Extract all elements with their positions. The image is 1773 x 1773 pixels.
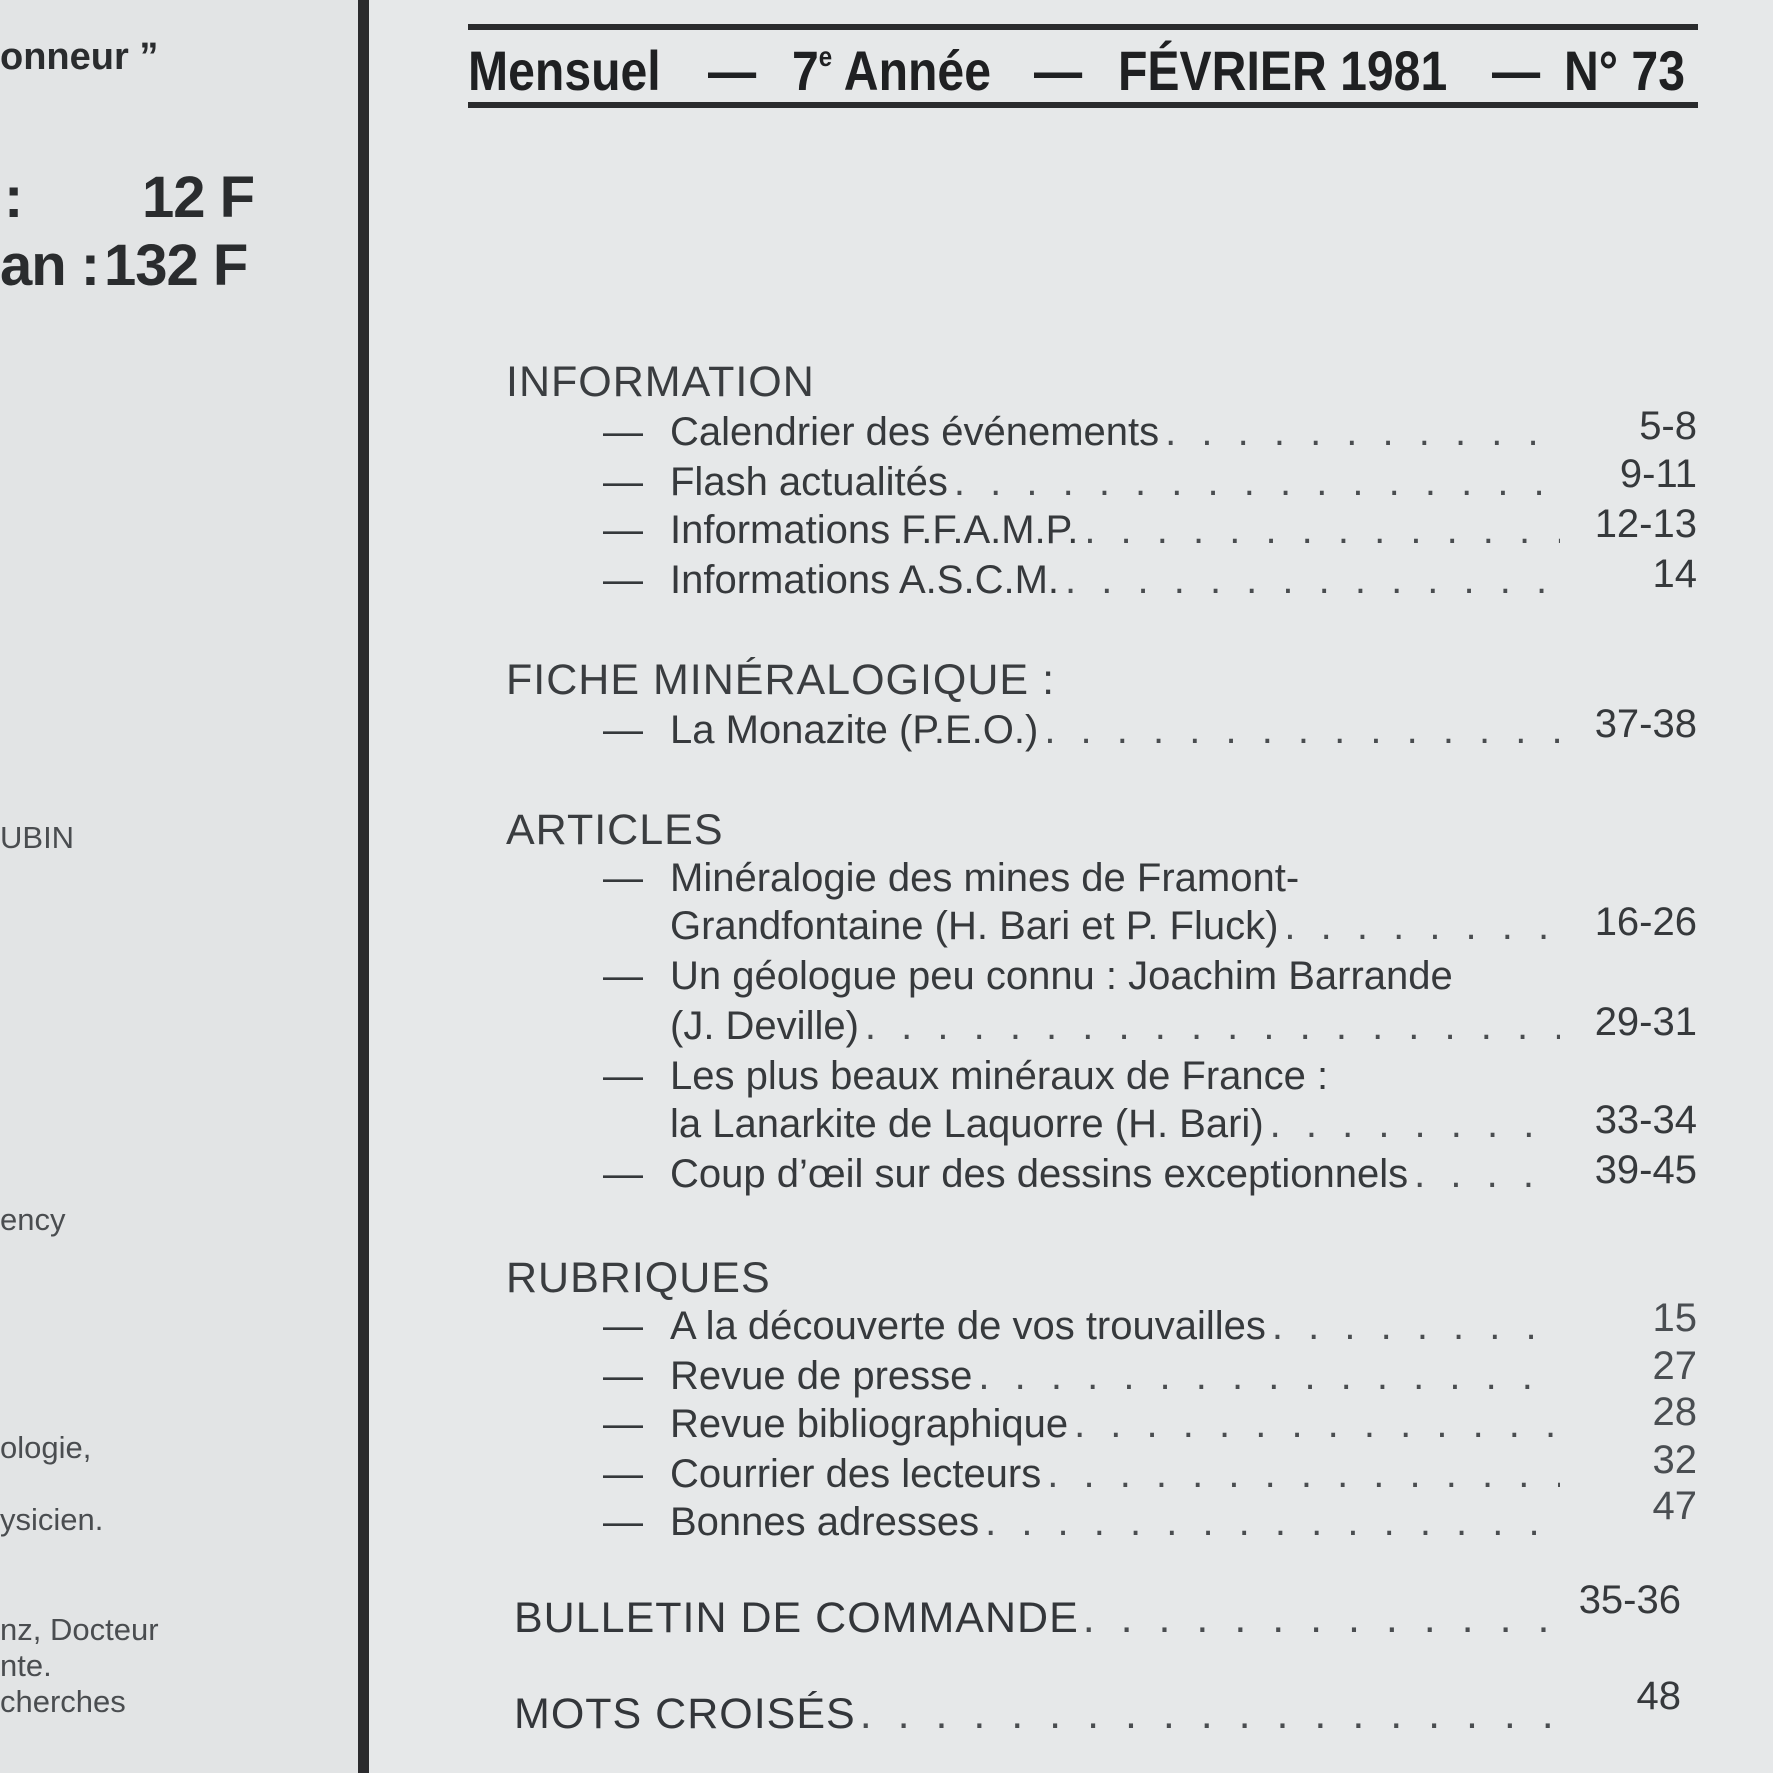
toc-entry-page: 9-11: [1619, 452, 1697, 496]
header-annee-num: 7: [792, 39, 819, 102]
section-title-information: INFORMATION: [506, 358, 815, 406]
toc-entry-page: 27: [1652, 1344, 1697, 1388]
toc-entry: [670, 708, 1560, 753]
leader-dots: [1074, 1402, 1560, 1447]
toc-entry-label: (J. Deville): [670, 1004, 859, 1048]
left-ologie-text: ologie,: [0, 1430, 92, 1465]
toc-entry-page: 5-8: [1639, 404, 1697, 448]
header-mensuel: Mensuel: [468, 39, 661, 102]
header-annee: [792, 38, 991, 103]
toc-entry: [670, 508, 1560, 553]
toc-entry-page: 15: [1652, 1296, 1697, 1340]
column-divider: [358, 0, 369, 1773]
dash-marker: —: [603, 1304, 643, 1348]
toc-entry-line1: Minéralogie des mines de Framont-: [670, 856, 1300, 900]
toc-entry: [670, 460, 1560, 505]
toc-entry: [670, 1102, 1560, 1147]
toc-mots-croises-entry: [514, 1690, 1554, 1739]
leader-dots: [1044, 708, 1560, 753]
toc-entry-page: 33-34: [1594, 1098, 1697, 1142]
toc-entry-label: Flash actualités: [670, 460, 948, 504]
left-nte-text: nte.: [0, 1648, 52, 1683]
mots-croises-page: 48: [1636, 1674, 1681, 1718]
toc-entry-page: 14: [1652, 552, 1697, 596]
dash-marker: —: [603, 1500, 643, 1544]
toc-entry-page: 12-13: [1594, 502, 1697, 546]
toc-entry-page: 29-31: [1594, 1000, 1697, 1044]
toc-entry-label: la Lanarkite de Laquorre (H. Bari): [670, 1102, 1264, 1146]
toc-entry-label: Informations A.S.C.M.: [670, 558, 1060, 602]
dash-marker: —: [603, 1054, 643, 1098]
header-issue-number: N° 73: [1564, 39, 1685, 102]
toc-entry-page: 47: [1652, 1484, 1697, 1528]
toc-entry: [670, 1152, 1560, 1197]
toc-entry: [670, 1402, 1560, 1447]
left-column: [0, 0, 358, 1773]
toc-entry: [670, 558, 1560, 603]
leader-dots: [1083, 1594, 1554, 1643]
left-ysicien-text: ysicien.: [0, 1502, 104, 1537]
header-annee-sup: e: [818, 41, 833, 72]
left-cherches-text: cherches: [0, 1684, 126, 1719]
toc-entry-label: Grandfontaine (H. Bari et P. Fluck): [670, 904, 1279, 948]
dash-marker: —: [603, 856, 643, 900]
leader-dots: [860, 1690, 1554, 1739]
section-title-rubriques: RUBRIQUES: [506, 1254, 771, 1302]
dash-marker: —: [603, 954, 643, 998]
toc-entry-label: Revue bibliographique: [670, 1402, 1069, 1446]
dash-marker: —: [603, 460, 643, 504]
toc-entry: [670, 904, 1560, 949]
header-annee-word: Année: [843, 39, 991, 102]
section-title-fiche: FICHE MINÉRALOGIQUE :: [506, 656, 1056, 704]
toc-entry-label: Revue de presse: [670, 1354, 973, 1398]
header-sep-3: —: [1492, 39, 1541, 102]
leader-dots: [1414, 1152, 1560, 1197]
left-ency-text: ency: [0, 1202, 66, 1237]
toc-entry-page: 16-26: [1594, 900, 1697, 944]
dash-marker: —: [603, 1152, 643, 1196]
toc-entry-label: Calendrier des événements: [670, 410, 1160, 454]
toc-entry: [670, 410, 1560, 455]
bulletin-label: BULLETIN DE COMMANDE: [514, 1594, 1079, 1642]
bulletin-page: 35-36: [1578, 1578, 1681, 1622]
toc-entry-label: La Monazite (P.E.O.): [670, 708, 1039, 752]
price-value-1: 12 F: [142, 165, 255, 230]
toc-entry-label: Courrier des lecteurs: [670, 1452, 1042, 1496]
toc-entry-page: 37-38: [1594, 702, 1697, 746]
left-docteur-text: nz, Docteur: [0, 1612, 159, 1647]
toc-entry: [670, 1500, 1560, 1545]
toc-entry-label: Informations F.F.A.M.P.: [670, 508, 1079, 552]
price-value-2: 132 F: [104, 233, 248, 298]
dash-marker: —: [603, 558, 643, 602]
toc-entry-line1: Les plus beaux minéraux de France :: [670, 1054, 1329, 1098]
toc-entry-page: 39-45: [1594, 1148, 1697, 1192]
header-top-rule: [468, 24, 1698, 30]
dash-marker: —: [603, 1354, 643, 1398]
dash-marker: —: [603, 708, 643, 752]
toc-entry-page: 32: [1652, 1438, 1697, 1482]
leader-dots: [978, 1354, 1560, 1399]
leader-dots: [1270, 1102, 1560, 1147]
leader-dots: [865, 1004, 1560, 1049]
price-label-1: :: [4, 165, 23, 230]
left-honneur-text: onneur ”: [0, 36, 159, 78]
toc-entry: [670, 1452, 1560, 1497]
left-ubin-text: UBIN: [0, 820, 75, 855]
leader-dots: [1084, 508, 1560, 553]
header-month-year: FÉVRIER 1981: [1118, 39, 1448, 102]
leader-dots: [1284, 904, 1560, 949]
leader-dots: [1272, 1304, 1560, 1349]
toc-entry-label: A la découverte de vos trouvailles: [670, 1304, 1266, 1348]
leader-dots: [1047, 1452, 1560, 1497]
dash-marker: —: [603, 1452, 643, 1496]
section-title-articles: ARTICLES: [506, 806, 724, 854]
leader-dots: [1165, 410, 1560, 455]
toc-entry: [670, 1004, 1560, 1049]
leader-dots: [954, 460, 1560, 505]
price-row-2: [0, 232, 358, 302]
dash-marker: —: [603, 1402, 643, 1446]
toc-entry-label: Bonnes adresses: [670, 1500, 980, 1544]
header-sep-2: —: [1034, 39, 1083, 102]
toc-entry-label: Coup d’œil sur des dessins exceptionnels: [670, 1152, 1409, 1196]
toc-entry: [670, 1304, 1560, 1349]
issue-header: [468, 38, 1698, 102]
price-label-2: an :: [0, 233, 100, 298]
mots-croises-label: MOTS CROISÉS: [514, 1690, 856, 1738]
toc-entry-line1: Un géologue peu connu : Joachim Barrande: [670, 954, 1453, 998]
header-sep-1: —: [708, 39, 757, 102]
dash-marker: —: [603, 508, 643, 552]
toc-entry: [670, 1354, 1560, 1399]
price-row-1: [0, 164, 358, 234]
dash-marker: —: [603, 410, 643, 454]
leader-dots: [985, 1500, 1560, 1545]
toc-bulletin-entry: [514, 1594, 1554, 1643]
toc-entry-page: 28: [1652, 1390, 1697, 1434]
leader-dots: [1065, 558, 1560, 603]
header-bottom-rule: [468, 102, 1698, 108]
